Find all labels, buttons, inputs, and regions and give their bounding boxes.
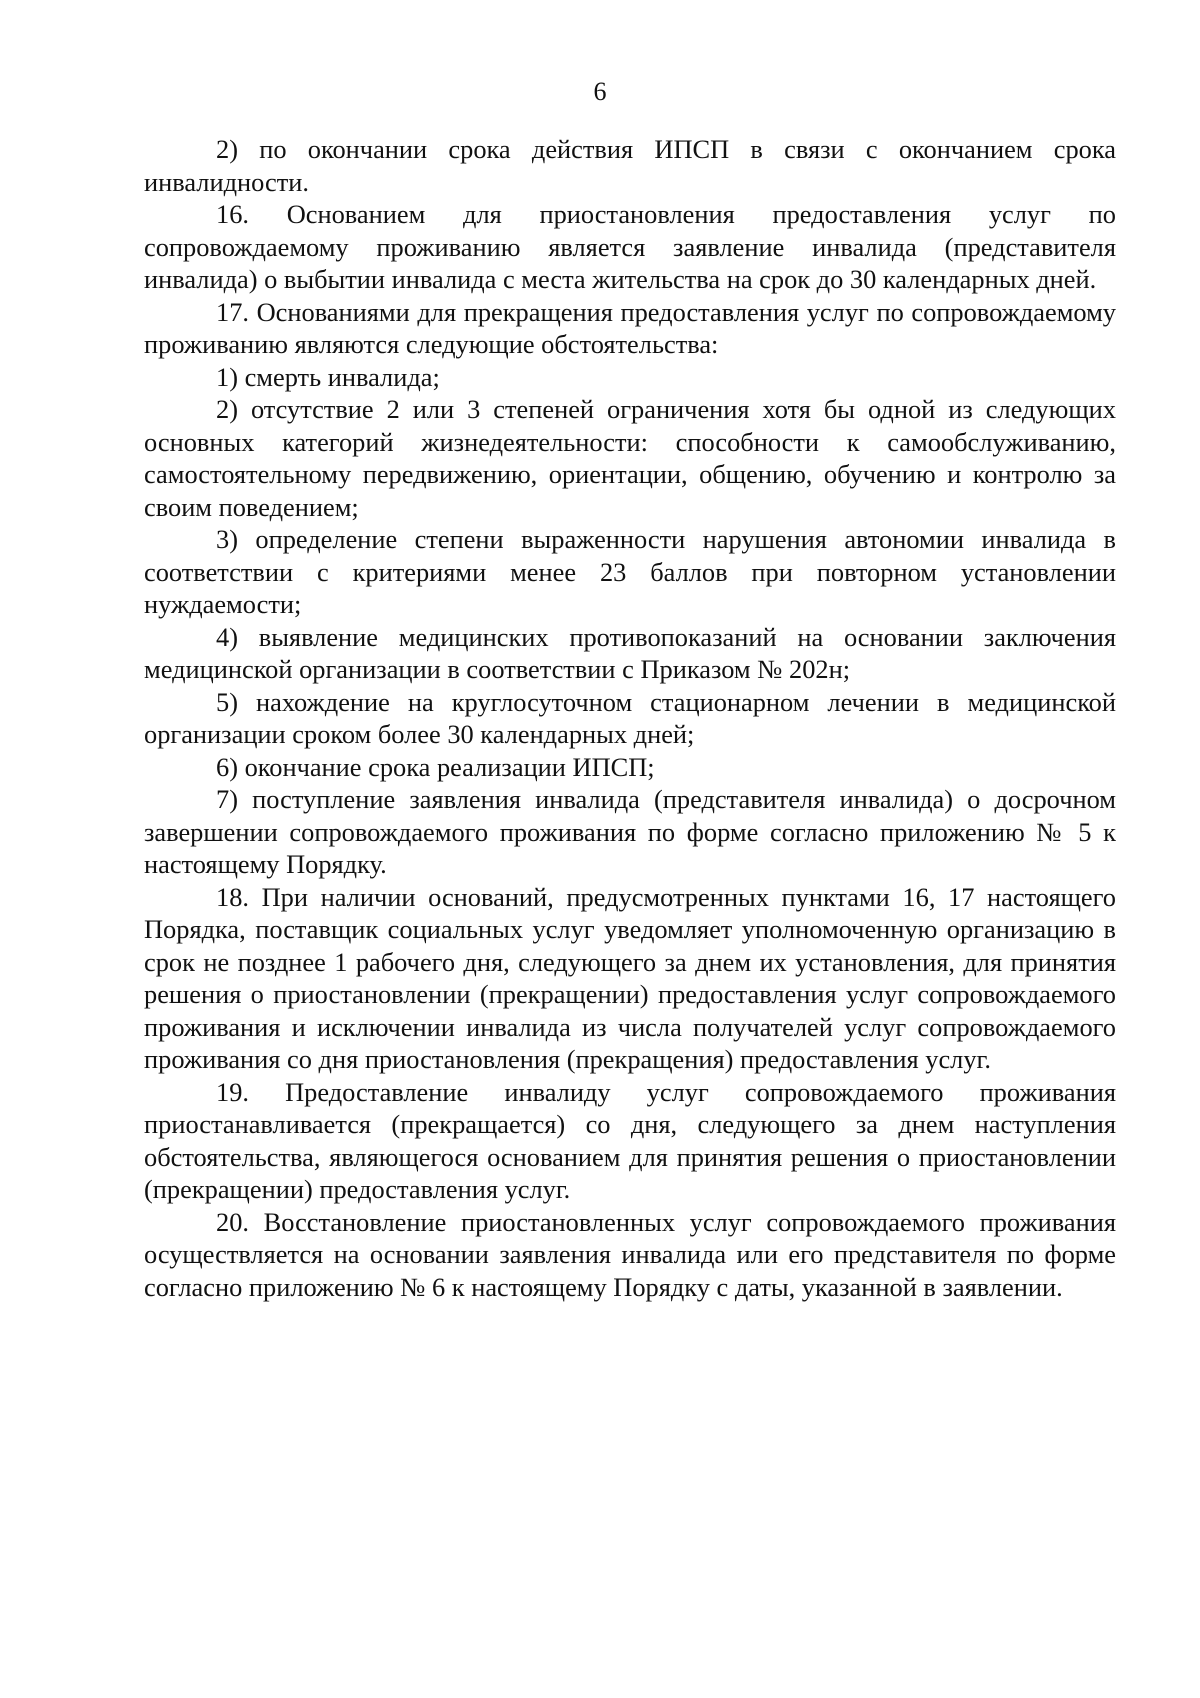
list-item-5-inpatient-treatment: 5) нахождение на круглосуточном стационарном лечении в медицинской организации сроком более 30 календарных дней; — [144, 686, 1116, 749]
page-number: 6 — [593, 77, 607, 106]
list-item-7-early-termination-application: 7) поступление заявления инвалида (представителя инвалида) о досрочном завершении сопровождаемого проживания по форме согласно приложению № 5 к настоящему Порядку. — [144, 784, 1116, 879]
list-item-4-medical-contraindications: 4) выявление медицинских противопоказаний на основании заключения медицинской организации в соответствии с Приказом № 202н; — [144, 621, 1116, 684]
document-body — [144, 133, 1116, 1303]
paragraph-19-suspension-date: 19. Предоставление инвалиду услуг сопровождаемого проживания приостанавливается (прекращается) со дня, следующего за днем наступления обстоятельства, являющегося основанием для принятия решения о приостановлении (прекращении) предоставления услуг. — [144, 1076, 1116, 1204]
paragraph-item-2-end-of-disability: 2) по окончании срока действия ИПСП в связи с окончанием срока инвалидности. — [144, 134, 1116, 197]
paragraph-16-suspension-grounds: 16. Основанием для приостановления предоставления услуг по сопровождаемому проживанию является заявление инвалида (представителя инвалида) о выбытии инвалида с места жительства на срок до 30 календарных дней. — [144, 199, 1116, 294]
list-item-6-ipsp-end: 6) окончание срока реализации ИПСП; — [216, 751, 655, 782]
list-item-1-death: 1) смерть инвалида; — [216, 361, 440, 392]
list-item-2-limitation-degrees: 2) отсутствие 2 или 3 степеней ограничения хотя бы одной из следующих основных категорий жизнедеятельности: способности к самообслуживанию, самостоятельному передвижению, ориентации, общению, обучению и контролю за своим поведением; — [144, 394, 1116, 522]
list-item-3-autonomy-criteria: 3) определение степени выраженности нарушения автономии инвалида в соответствии с критериями менее 23 баллов при повторном установлении нуждаемости; — [144, 524, 1116, 619]
paragraph-18-provider-notification: 18. При наличии оснований, предусмотренных пунктами 16, 17 настоящего Порядка, поставщик социальных услуг уведомляет уполномоченную организацию в срок не позднее 1 рабочего дня, следующего за днем их установления, для принятия решения о приостановлении (прекращении) предоставления услуг сопровождаемого проживания и исключении инвалида из числа получателей услуг сопровождаемого проживания со дня приостановления (прекращения) предоставления услуг. — [144, 881, 1116, 1074]
paragraph-20-restoration: 20. Восстановление приостановленных услуг сопровождаемого проживания осуществляется на основании заявления инвалида или его представителя по форме согласно приложению № 6 к настоящему Порядку с даты, указанной в заявлении. — [144, 1206, 1116, 1302]
paragraph-17-termination-grounds: 17. Основаниями для прекращения предоставления услуг по сопровождаемому проживанию являются следующие обстоятельства: — [144, 296, 1116, 359]
